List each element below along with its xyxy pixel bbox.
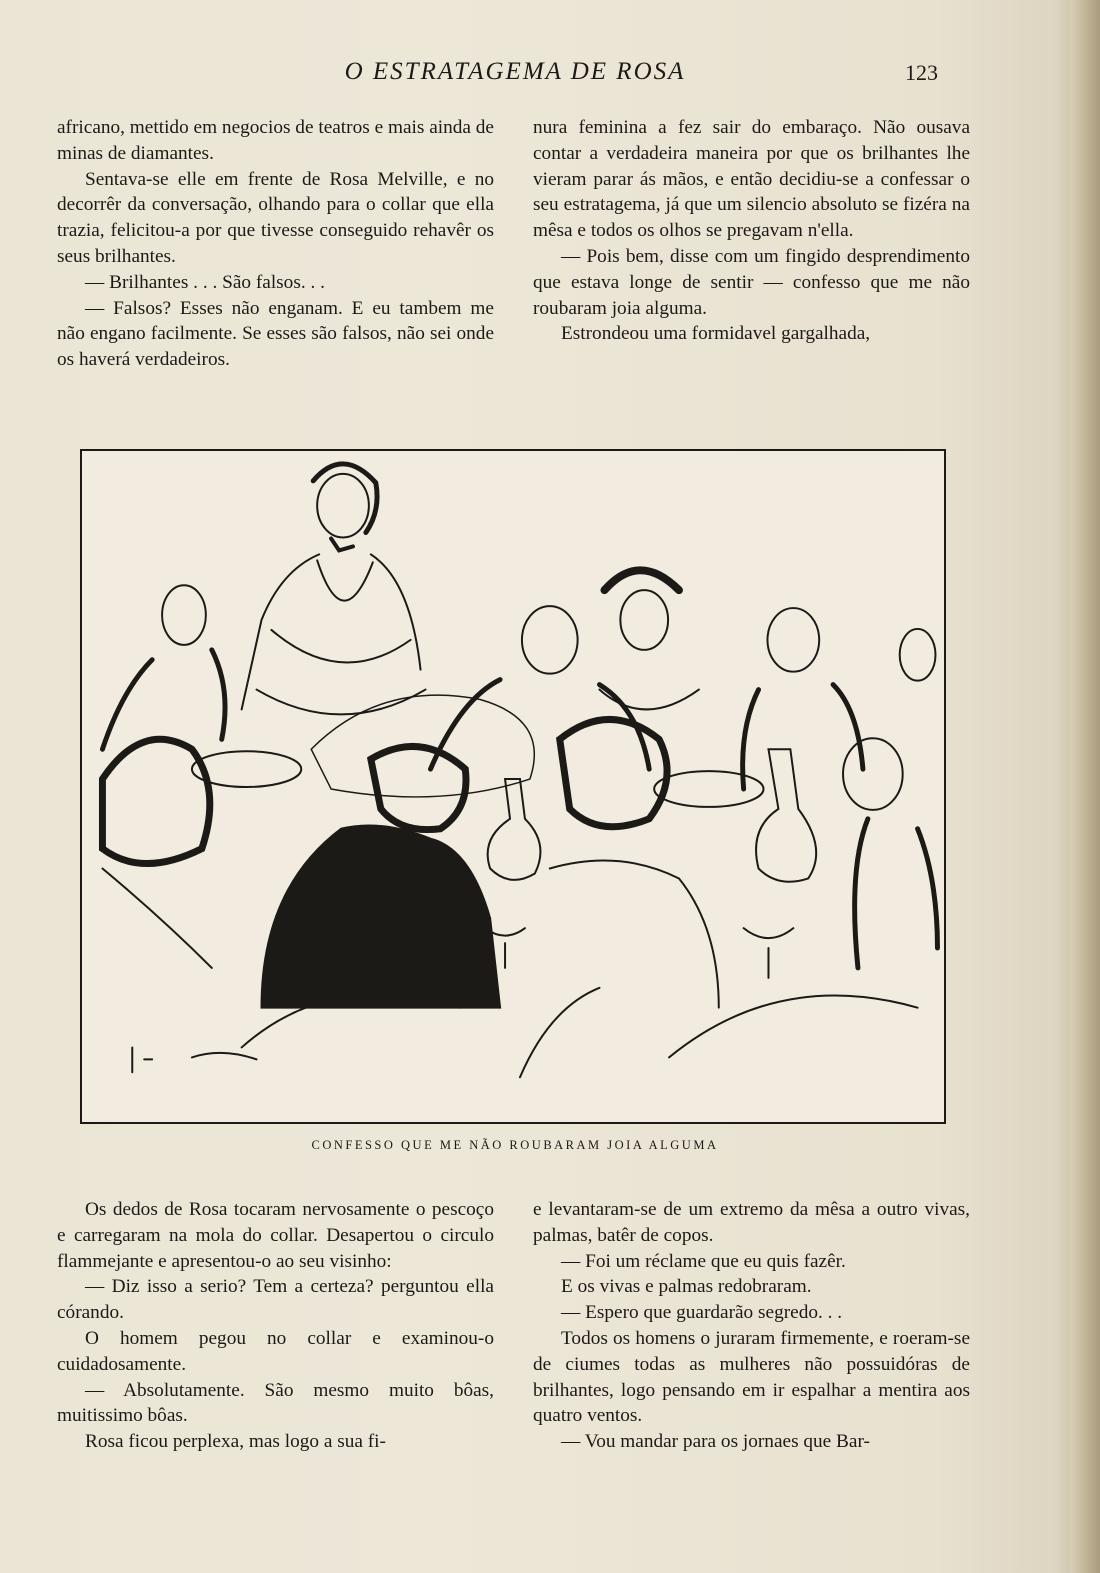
man-back-coat: [261, 825, 500, 1007]
decanter-right: [756, 749, 816, 882]
woman-back-hair: [560, 719, 667, 826]
artist-signature: [132, 1047, 256, 1072]
paragraph: Todos os homens o juraram firmemente, e roeram-se de ciumes todas as mulheres não possuidóras de brilhantes, logo pensando em ir espalhar a mentira aos quatro ventos.: [533, 1327, 970, 1427]
paragraph: africano, mettido em negocios de teatros e mais ainda de minas de diamantes.: [57, 117, 494, 164]
man-right-head: [767, 608, 819, 672]
rosa-choker: [331, 538, 353, 550]
chair-back-right: [669, 995, 918, 1057]
illustration-drawing: [82, 451, 944, 1122]
illustration-caption: CONFESSO QUE ME NÃO ROUBARAM JOIA ALGUMA: [311, 1138, 719, 1152]
paragraph: O homem pegou no collar e examinou-o cuidadosamente.: [57, 1327, 494, 1375]
rosa-shoulders: [242, 554, 421, 709]
page-edge: [1070, 0, 1100, 1573]
paragraph: — Foi um réclame que eu quis fazêr.: [561, 1250, 846, 1272]
woman-center-dress: [599, 690, 698, 710]
wine-glass-right: [744, 928, 794, 978]
man-left-coat: [102, 650, 225, 749]
page-number: 123: [905, 60, 938, 85]
woman-center-hair: [604, 570, 679, 590]
man-far-right-head: [843, 738, 903, 810]
man-left-head: [162, 585, 206, 645]
woman-left-hair: [102, 739, 209, 863]
woman-left-shoulder: [102, 869, 211, 968]
paragraph: Os dedos de Rosa tocaram nervosamente o pescoço e carregaram na mola do collar. Desapertou o circulo flammejante e apresentou-o ao seu visinho:: [57, 1199, 494, 1272]
paragraph: — Absolutamente. São mesmo muito bôas, muitissimo bôas.: [57, 1379, 494, 1427]
decanter-center: [488, 779, 541, 880]
running-header-title: O ESTRATAGEMA DE ROSA: [344, 58, 686, 85]
fruit-bowl-right: [654, 771, 763, 807]
rosa-necklace: [317, 560, 373, 600]
paragraph: Sentava-se elle em frente de Rosa Melville, e no decorrêr da conversação, olhando para o collar que ella trazia, felicitou-a por que tivesse conseguido rehavêr os seus brilhantes.: [57, 168, 494, 267]
woman-center-head: [620, 590, 668, 650]
paragraph: — Falsos? Esses não enganam. E eu tambem me não engano facilmente. Se esses são falsos, não sei onde os haverá verdadeiros.: [57, 297, 494, 371]
paragraph: e levantaram-se de um extremo da mêsa a outro vivas, palmas, batêr de copos.: [533, 1199, 970, 1246]
paragraph: nura feminina a fez sair do embaraço. Não ousava contar a verdadeira maneira por que os brilhantes lhe vieram parar ás mãos, e então decidiu-se a confessar o seu estratagema, já que um silencio absoluto se fizéra na mêsa e todos os olhos se pregavam n'ella.: [533, 117, 970, 242]
rosa-dress: [257, 630, 426, 714]
paragraph: — Diz isso a serio? Tem a certeza? perguntou ella córando.: [57, 1276, 494, 1324]
fruit-bowl-left: [192, 751, 301, 787]
illustration-dinner-party: [80, 449, 946, 1124]
man-center-head: [522, 606, 578, 674]
paragraph: Estrondeou uma formidavel gargalhada,: [561, 323, 871, 345]
woman-far-right-head: [900, 629, 936, 681]
paragraph: E os vivas e palmas redobraram.: [561, 1276, 812, 1298]
man-center-coat: [430, 680, 649, 769]
paragraph: — Pois bem, disse com um fingido desprendimento que estava longe de sentir — confesso que me não roubaram joia alguma.: [533, 245, 970, 319]
rosa-head: [317, 474, 369, 538]
text-column-top-right: [533, 115, 970, 347]
paragraph: Rosa ficou perplexa, mas logo a sua fi-: [85, 1431, 386, 1453]
man-far-right-coat: [855, 819, 938, 968]
paragraph: — Espero que guardarão segredo. . .: [561, 1302, 843, 1324]
chair-back-center: [520, 988, 600, 1077]
woman-back-shoulder: [550, 861, 719, 1008]
paragraph: — Vou mandar para os jornaes que Bar-: [561, 1431, 870, 1453]
man-back-head: [371, 746, 466, 829]
text-column-top-left: [57, 115, 494, 373]
text-column-bottom-left: [57, 1197, 494, 1455]
paragraph: — Brilhantes . . . São falsos. . .: [85, 271, 325, 293]
man-right-coat: [743, 685, 863, 789]
text-column-bottom-right: [533, 1197, 970, 1455]
